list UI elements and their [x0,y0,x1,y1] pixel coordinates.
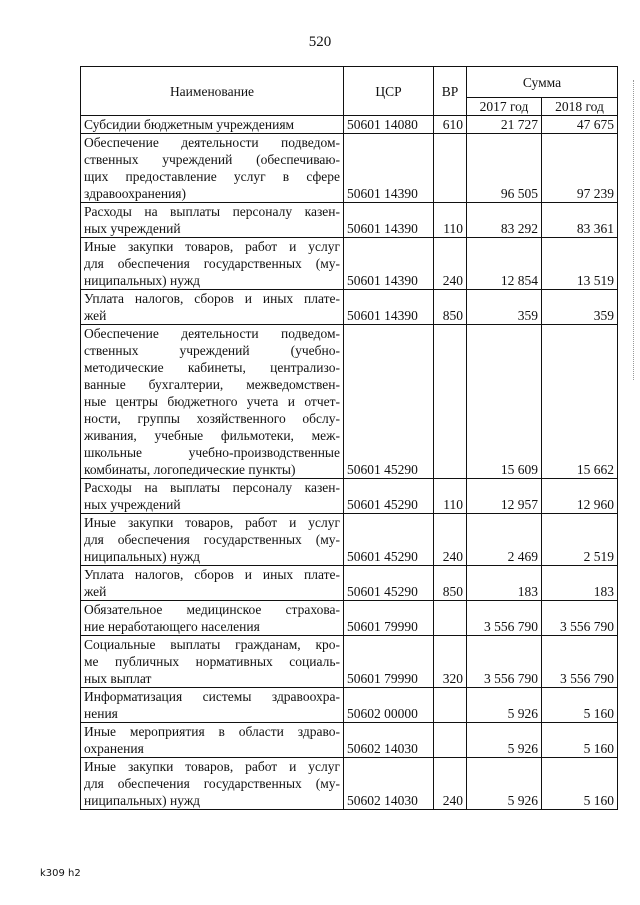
row-name-line: ности, группы хозяйственного обслу- [84,411,340,426]
row-csr: 50601 45290 [344,479,434,514]
row-name-line: ственных учреждений (учебно- [84,343,340,358]
row-name-line: охранения [84,741,144,756]
table-row [81,566,618,601]
row-sum-2017: 12 854 [467,238,542,290]
row-name-line: Обеспечение деятельности подведом- [84,135,340,150]
table-row [81,134,618,203]
table-row [81,290,618,325]
row-csr: 50601 45290 [344,566,434,601]
row-sum-2018: 3 556 790 [542,601,618,636]
row-name-line: Расходы на выплаты персоналу казен- [84,480,340,495]
row-csr: 50602 14030 [344,723,434,758]
row-csr: 50601 79990 [344,636,434,688]
row-vr: 610 [434,116,467,134]
header-sum: Сумма [467,67,618,98]
row-vr [434,723,467,758]
row-vr [434,325,467,479]
row-name [81,688,344,723]
row-name-line: ных выплат [84,671,152,686]
row-name-line: жей [84,308,107,323]
table-body [81,116,618,810]
row-vr: 240 [434,238,467,290]
row-name [81,723,344,758]
row-name-line: Социальные выплаты гражданам, кро- [84,637,340,652]
row-sum-2017: 21 727 [467,116,542,134]
table-row [81,203,618,238]
row-name-line: здравоохранения) [84,186,187,201]
row-name [81,601,344,636]
row-name-line: ниципальных) нужд [84,273,201,288]
row-name-line: ниципальных) нужд [84,549,201,564]
row-name-line: Расходы на выплаты персоналу казен- [84,204,340,219]
row-name [81,116,344,134]
row-name-line: ных учреждений [84,221,181,236]
header-csr: ЦСР [344,67,434,116]
row-csr: 50602 14030 [344,758,434,810]
row-vr: 240 [434,758,467,810]
header-name: Наименование [81,67,344,116]
row-sum-2018: 83 361 [542,203,618,238]
row-sum-2018: 47 675 [542,116,618,134]
row-name-line: Иные закупки товаров, работ и услуг [84,515,340,530]
row-name [81,479,344,514]
row-name-line: щих предоставление услуг в сфере [84,169,340,184]
row-csr: 50601 79990 [344,601,434,636]
row-vr: 320 [434,636,467,688]
row-sum-2018: 183 [542,566,618,601]
row-sum-2018: 12 960 [542,479,618,514]
table-row [81,238,618,290]
page-number: 520 [308,34,332,50]
row-name-line: ме публичных нормативных социаль- [84,654,340,669]
row-name [81,514,344,566]
budget-table [80,66,618,810]
row-name [81,290,344,325]
row-sum-2017: 359 [467,290,542,325]
row-sum-2018: 97 239 [542,134,618,203]
row-name-line: ственных учреждений (обеспечиваю- [84,152,340,167]
row-vr: 110 [434,479,467,514]
row-sum-2018: 5 160 [542,723,618,758]
row-sum-2017: 2 469 [467,514,542,566]
row-sum-2018: 3 556 790 [542,636,618,688]
row-name-line: комбинаты, логопедические пункты) [84,462,296,477]
row-name-line: ние неработающего населения [84,619,260,634]
row-name-line: Обязательное медицинское страхова- [84,602,340,617]
row-sum-2017: 12 957 [467,479,542,514]
row-vr: 240 [434,514,467,566]
row-name-line: Иные закупки товаров, работ и услуг [84,239,340,254]
row-name-line: жей [84,584,107,599]
header-year-2018: 2018 год [542,98,618,116]
row-vr [434,601,467,636]
row-sum-2018: 5 160 [542,688,618,723]
row-name [81,134,344,203]
row-csr: 50601 14390 [344,290,434,325]
row-vr [434,688,467,723]
row-name-line: Информатизация системы здравоохра- [84,689,340,704]
row-sum-2017: 15 609 [467,325,542,479]
row-name [81,636,344,688]
row-csr: 50601 45290 [344,514,434,566]
row-name [81,325,344,479]
row-name-line: школьные учебно-производственные [84,445,340,460]
row-name-line: Уплата налогов, сборов и иных плате- [84,567,340,582]
page-edge-marks [631,80,634,380]
row-sum-2017: 5 926 [467,758,542,810]
header-vr: ВР [434,67,467,116]
row-vr: 850 [434,566,467,601]
row-csr: 50602 00000 [344,688,434,723]
row-vr: 850 [434,290,467,325]
row-csr: 50601 14390 [344,203,434,238]
row-name-line: для обеспечения государственных (му- [84,256,340,271]
row-sum-2018: 5 160 [542,758,618,810]
row-sum-2017: 83 292 [467,203,542,238]
row-name-line: Уплата налогов, сборов и иных плате- [84,291,340,306]
row-sum-2018: 15 662 [542,325,618,479]
row-vr: 110 [434,203,467,238]
row-name-line: методические кабинеты, централизо- [84,360,340,375]
row-name-line: для обеспечения государственных (му- [84,776,340,791]
table-row [81,514,618,566]
row-name-line: ниципальных) нужд [84,793,201,808]
row-name-line: Обеспечение деятельности подведом- [84,326,340,341]
table-row [81,601,618,636]
table-row [81,688,618,723]
table-row [81,325,618,479]
row-sum-2017: 5 926 [467,688,542,723]
row-vr [434,134,467,203]
table-row [81,723,618,758]
row-sum-2018: 13 519 [542,238,618,290]
row-name-line: ванные бухгалтерии, межведомствен- [84,377,340,392]
table-row [81,116,618,134]
table-row [81,479,618,514]
row-name-line: для обеспечения государственных (му- [84,532,340,547]
row-name-line: ные центры бюджетного учета и отчет- [84,394,340,409]
row-name [81,566,344,601]
table-row [81,636,618,688]
footer-code: k309 h2 [40,868,81,879]
row-csr: 50601 14390 [344,134,434,203]
row-name-line: нения [84,706,118,721]
row-sum-2018: 2 519 [542,514,618,566]
row-sum-2017: 183 [467,566,542,601]
row-name-line: Иные мероприятия в области здраво- [84,724,340,739]
table-row [81,758,618,810]
row-sum-2017: 3 556 790 [467,601,542,636]
row-csr: 50601 14080 [344,116,434,134]
row-name [81,203,344,238]
row-sum-2017: 5 926 [467,723,542,758]
row-csr: 50601 14390 [344,238,434,290]
header-year-2017: 2017 год [467,98,542,116]
row-name [81,238,344,290]
row-name-line: ных учреждений [84,497,181,512]
row-name-line: Иные закупки товаров, работ и услуг [84,759,340,774]
row-name-line: живания, учебные фильмотеки, меж- [84,428,340,443]
row-sum-2017: 96 505 [467,134,542,203]
row-name [81,758,344,810]
row-sum-2018: 359 [542,290,618,325]
row-csr: 50601 45290 [344,325,434,479]
row-sum-2017: 3 556 790 [467,636,542,688]
row-name-line: Субсидии бюджетным учреждениям [84,117,295,132]
